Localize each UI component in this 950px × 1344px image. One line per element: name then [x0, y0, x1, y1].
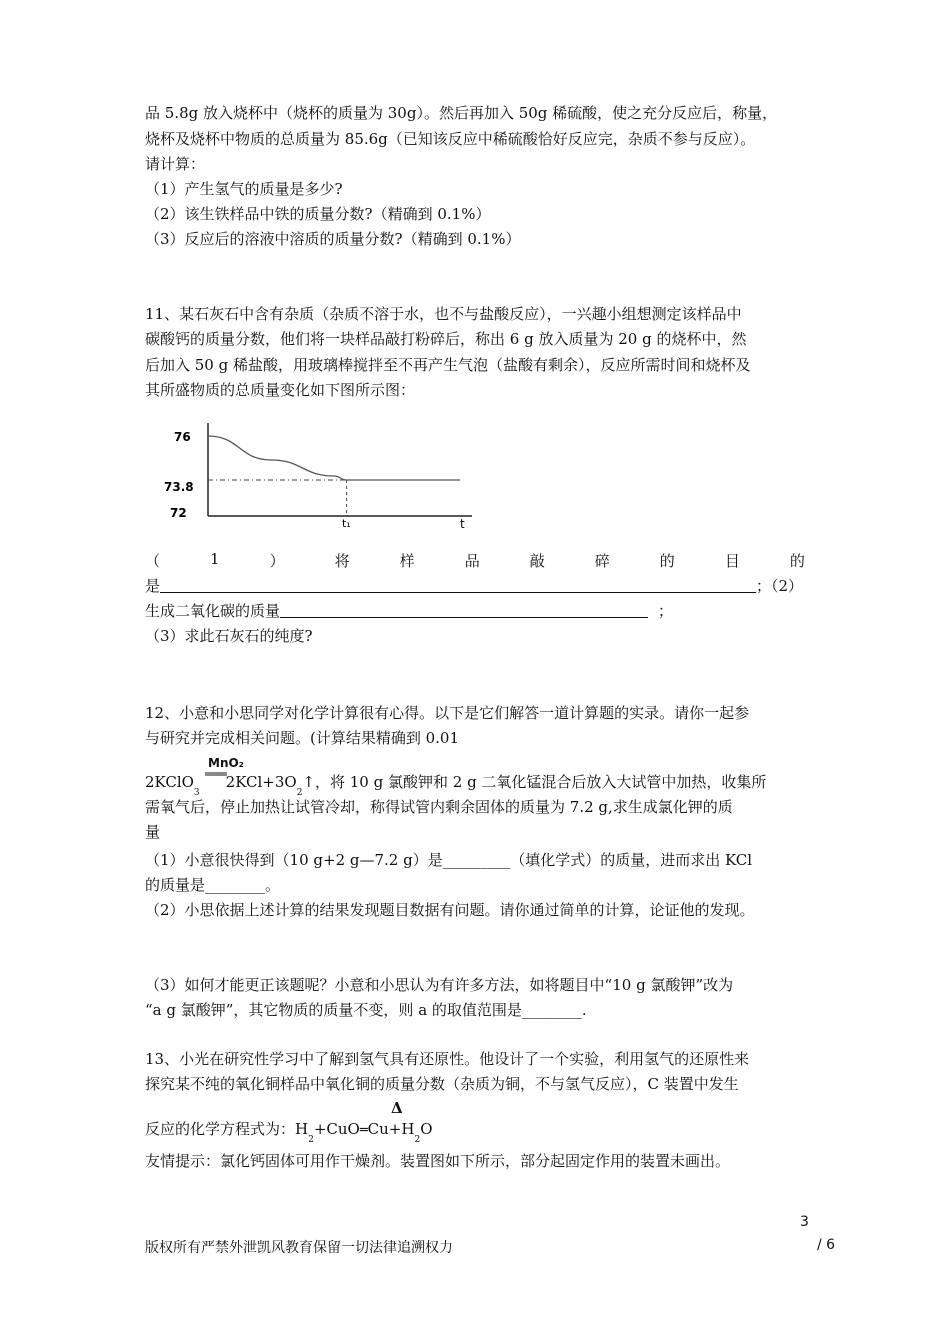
q10-line-3: 请计算：	[145, 155, 206, 173]
page-number: 3	[800, 1214, 809, 1230]
q12-sub-3b: “a g 氯酸钾”，其它物质的质量不变，则 a 的取值范围是________.	[145, 1001, 587, 1019]
q13-equation-line: 反应的化学方程式为：$H_2+CuO═Cu+H_2O$	[145, 1120, 433, 1145]
spread-char: 碎	[594, 552, 610, 570]
y-tick-73-8: 73.8	[164, 480, 194, 494]
q10-line-2: 烧杯及烧杯中物质的总质量为 85.6g（已知该反应中稀硫酸恰好反应完，杂质不参与反应）。	[145, 130, 756, 148]
q10-sub-2: （2）该生铁样品中铁的质量分数?（精确到 0.1%）	[145, 205, 491, 223]
y-tick-72: 72	[170, 506, 187, 520]
spread-char: ）	[269, 552, 285, 570]
mass-time-chart	[160, 418, 490, 533]
spread-char: 将	[334, 552, 350, 570]
q10-sub-1: （1）产生氢气的质量是多少?	[145, 180, 343, 198]
spread-char: 目	[724, 552, 740, 570]
answer-blank-1[interactable]	[160, 577, 756, 593]
q11-line-3: 后加入 50 g 稀盐酸，用玻璃棒搅拌至不再产生气泡（盐酸有剩余），反应所需时间和烧杯及	[145, 356, 751, 374]
answer-blank-2[interactable]	[280, 602, 648, 618]
q10-line-1: 品 5.8g 放入烧杯中（烧杯的质量为 30g）。然后再加入 50g 稀硫酸，使之充分反应后，称量，	[145, 104, 778, 122]
q11-spread-line	[145, 550, 805, 571]
q13-line-1: 13、小光在研究性学习中了解到氢气具有还原性。他设计了一个实验，利用氢气的还原性来	[145, 1050, 750, 1068]
spread-char: 的	[789, 552, 805, 570]
chart-axes	[208, 423, 472, 516]
q12-sub-3: （3）如何才能更正该题呢？小意和小思认为有许多方法，如将题目中“10 g 氯酸钾”改为	[145, 976, 734, 994]
x-axis-label: t	[460, 517, 465, 531]
equals-sign: ═══	[205, 767, 227, 781]
footer-copyright: 版权所有严禁外泄凯风教育保留一切法律追溯权力	[145, 1240, 453, 1256]
spread-char: 的	[659, 552, 675, 570]
q12-equation-line: $2KClO_32KCl+3O_2↑$，将 10 g 氯酸钾和 2 g 二氧化锰混合后放入大试管中加热，收集所	[145, 773, 767, 798]
spread-char: 品	[464, 552, 480, 570]
q11-q3: （3）求此石灰石的纯度?	[145, 627, 313, 645]
q12-line-1: 12、小意和小思同学对化学计算很有心得。以下是它们解答一道计算题的实录。请你一起参	[145, 704, 750, 722]
y-tick-76: 76	[174, 430, 191, 444]
q11-q2-line: 生成二氧化碳的质量 ；	[145, 602, 674, 620]
q11-line-2: 碳酸钙的质量分数，他们将一块样品敲打粉碎后，称出 6 g 放入质量为 20 g 的烧杯中，然	[145, 330, 747, 348]
delta-symbol: Δ	[391, 1099, 403, 1117]
q12-sub-2: （2）小思依据上述计算的结果发现题目数据有问题。请你通过简单的计算，论证他的发现。	[145, 901, 755, 919]
spread-char: （	[145, 552, 161, 570]
spread-char: 样	[399, 552, 415, 570]
q12-line-5: 量	[145, 823, 161, 841]
q12-line-4: 需氧气后，停止加热让试管冷却，称得试管内剩余固体的质量为 7.2 g,求生成氯化钾的质	[145, 798, 733, 816]
page-total: / 6	[817, 1237, 836, 1253]
q11-line-4: 其所盛物质的总质量变化如下图所示图：	[145, 381, 416, 399]
q13-line-2: 探究某不纯的氧化铜样品中氧化铜的质量分数（杂质为铜，不与氢气反应），C 装置中发生	[145, 1075, 739, 1093]
x-tick-t1: t₁	[342, 517, 351, 530]
q12-sub-1: （1）小意很快得到（10 g+2 g—7.2 g）是_________（填化学式）的质量，进而求出 KCl	[145, 851, 753, 869]
q11-q1-line: 是 ；（2）	[145, 577, 804, 595]
spread-char: 1	[210, 550, 220, 568]
q12-line-2: 与研究并完成相关问题。(计算结果精确到 0.01	[145, 729, 460, 747]
q11-line-1: 11、某石灰石中含有杂质（杂质不溶于水，也不与盐酸反应），一兴趣小组想测定该样品中	[145, 305, 742, 323]
catalyst-label: MnO₂	[208, 756, 244, 770]
q13-line-4: 友情提示：氯化钙固体可用作干燥剂。装置图如下所示，部分起固定作用的装置未画出。	[145, 1152, 731, 1170]
spread-char: 敲	[529, 552, 545, 570]
q12-sub-1b: 的质量是________。	[145, 876, 281, 894]
mass-curve	[208, 436, 460, 480]
q10-sub-3: （3）反应后的溶液中溶质的质量分数?（精确到 0.1%）	[145, 230, 521, 248]
